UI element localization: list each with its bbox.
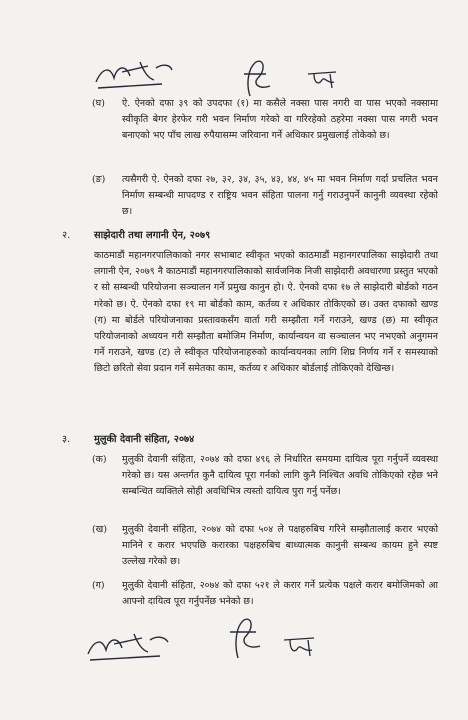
subsection-ka: (क) मुलुकी देवानी संहिता, २०७४ को दफा ४९६ ले निर्धारित समयमा दायित्व पूरा गर्नुपर्ने व्यवस्था गरेको छ। यस अन्तर्गत कुनै दायित्व पूरा गर्नको लागि कुनै निश्चित अवधि तोकिएको रहेछ भने सम्बन्धित व्यक्तिले सोही अवधिभित्र त्यस्तो दायित्व पुरा गर्नु पर्नेछ। xyxy=(92,454,438,497)
subsection-kha: (ख) मुलुकी देवानी संहिता, २०७४ को दफा ५०४ ले पक्षहरुबिच गरिने सम्झौतालाई करार भएको मानिने र करार भएपछि करारका पक्षहरुबिच बाध्यात्मक कानुनी सम्बन्ध कायम हुने स्पष्ट उल्लेख गरेको छ। xyxy=(92,524,438,567)
subsection-nga: (ङ) त्यसैगरी ऐ. ऐनको दफा २७, ३२, ३४, ३५, ४३, ४४, ४५ मा भवन निर्माण गर्दा प्रचलित भवन निर्माण सम्बन्धी मापदण्ड र राष्ट्रिय भवन संहिता पालना गर्नु गराउनुपर्ने कानुनी व्यवस्था रहेको छ। xyxy=(92,174,438,217)
section-2-title: साझेदारी तथा लगानी ऐन, २०७९ xyxy=(94,230,211,241)
section-2-number: २. xyxy=(62,230,71,241)
subsection-ga: (ग) मुलुकी देवानी संहिता, २०७४ को दफा ५२१ ले करार गर्ने प्रत्येक पक्षले करार बमोजिमको आ आफ्नो दायित्व पूरा गर्नुपर्नेछ भनेको छ। xyxy=(92,580,438,607)
section-2-paragraph: काठमाडौं महानगरपालिकाको नगर सभाबाट स्वीकृत भएको काठमाडौं महानगरपालिका साझेदारी तथा लगानी ऐन, २०७९ नै काठमाडौं महानगरपालिकाको सार्वजनिक निजी साझेदारी अवधारणा प्रस्तुत भएको र सो सम्बन्धी परियोजना सञ्चालन गर्ने प्रमुख कानुन हो। ऐ. ऐनको दफा १७ ले साझेदारी बोर्डको गठन गरेको छ। ऐ. ऐनको दफा १९ मा बोर्डको काम, कर्तव्य र अधिकार तोकिएको छ। उक्त दफाको खण्ड (ग) मा बोर्डले परियोजनाका प्रस्तावकसँग वार्ता गरी सम्झौता गर्ने गराउने, खण्ड (छ) मा स्वीकृत परियोजनाको अध्ययन गरी सम्झौता बमोजिम निर्माण, कार्यान्वयन वा सञ्चालन भए नभएको अनुगमन गर्ने गराउने, खण्ड (ट) ले स्वीकृत परियोजनाहरुको कार्यान्वयनका लागि शिघ्र निर्णय गर्ने र समस्याको छिटो छरितो सेवा प्रदान गर्ने समेतका काम, कर्तव्य र अधिकार बोर्डलाई तोकिएको देखिन्छ। xyxy=(94,250,438,375)
signature-bottom-left xyxy=(84,628,176,664)
signature-top-right xyxy=(306,66,342,90)
signature-bottom-middle xyxy=(222,612,266,662)
section-3-title: मुलुकी देवानी संहिता, २०७४ xyxy=(94,434,195,445)
section-3-number: ३. xyxy=(62,434,71,445)
signature-top-middle xyxy=(236,56,276,100)
subsection-gha: (घ) ऐ. ऐनको दफा ३९ को उपदफा (१) मा कसैले नक्सा पास नगरी वा पास भएको नक्सामा स्वीकृति बेगर हेरफेर गरी भवन निर्माण गरेको वा गरिरहेको ठहरेमा नक्सा पास नगरी भवन बनाएको भए पाँच लाख रुपैयासम्म जरिवाना गर्ने अधिकार प्रमुखलाई तोकेको छ। xyxy=(92,98,438,141)
signature-top-left xyxy=(92,58,178,92)
signature-bottom-right xyxy=(282,632,322,658)
